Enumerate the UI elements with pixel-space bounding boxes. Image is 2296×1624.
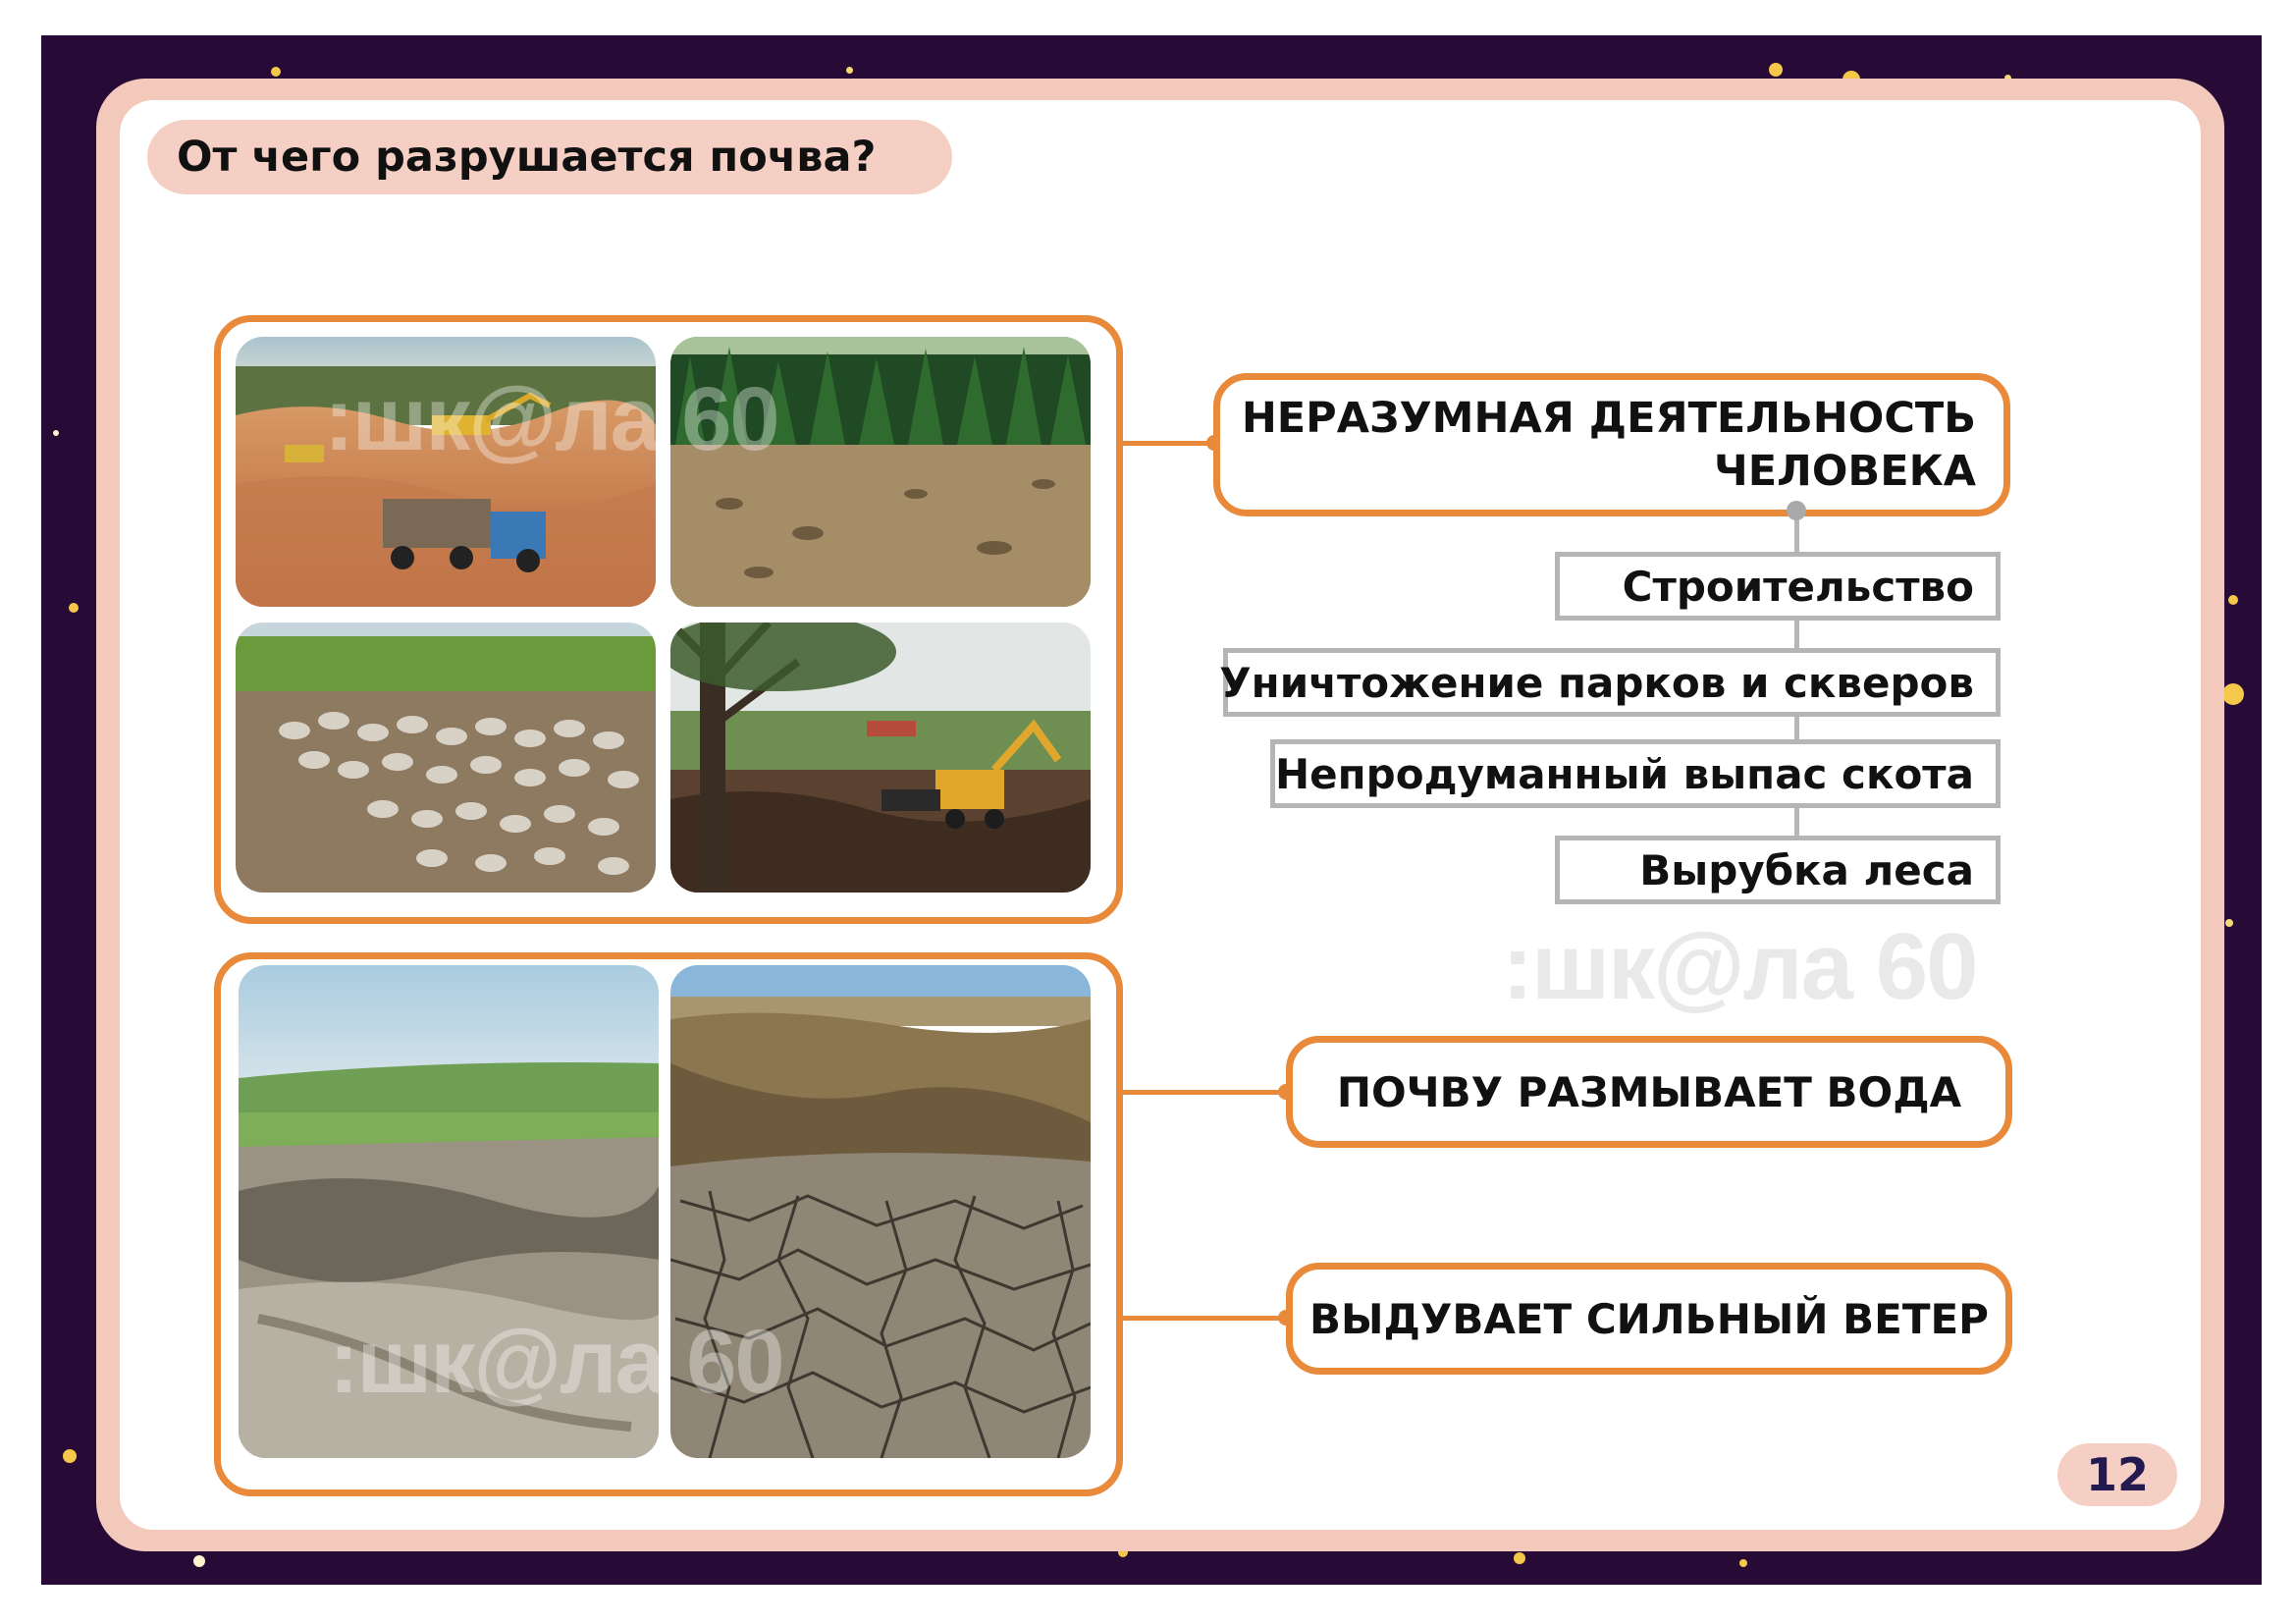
star-icon <box>1769 63 1783 77</box>
grazing-photo <box>236 623 656 893</box>
subitem-construction: Строительство <box>1555 552 2001 621</box>
star-icon <box>63 1449 77 1463</box>
star-icon <box>2222 683 2244 705</box>
subitem-parks-destruction: Уничтожение парков и скверов <box>1223 648 2001 717</box>
star-icon <box>846 67 853 74</box>
star-icon <box>1514 1552 1525 1564</box>
star-icon <box>1739 1559 1747 1567</box>
connector-human <box>1116 441 1214 446</box>
star-icon <box>69 603 79 613</box>
connector-wind <box>1116 1316 1288 1321</box>
star-icon <box>53 430 59 436</box>
watermark-photo-top: :шк@ла 60 <box>324 369 778 469</box>
connector-water <box>1116 1090 1288 1095</box>
subitem-deforestation: Вырубка леса <box>1555 836 2001 904</box>
watermark-logo: :шк@ла 60 <box>1502 914 1977 1019</box>
star-icon <box>271 67 281 77</box>
tree-node-dot <box>1787 501 1806 520</box>
cause-human-line1: НЕРАЗУМНАЯ ДЕЯТЕЛЬНОСТЬ <box>1241 394 1976 443</box>
star-icon <box>2228 595 2238 605</box>
cause-human-line2: ЧЕЛОВЕКА <box>1714 447 1976 496</box>
cause-water-erosion: ПОЧВУ РАЗМЫВАЕТ ВОДА <box>1286 1036 2012 1148</box>
subitem-grazing: Непродуманный выпас скота <box>1270 739 2001 808</box>
cause-human-activity <box>1213 373 2010 516</box>
slide-title: От чего разрушается почва? <box>177 133 877 182</box>
watermark-photo-bottom: :шк@ла 60 <box>329 1312 783 1412</box>
star-icon <box>2225 919 2233 927</box>
page-number: 12 <box>2085 1448 2149 1501</box>
park-destruction-photo <box>670 623 1091 893</box>
star-icon <box>193 1555 205 1567</box>
cause-wind-erosion: ВЫДУВАЕТ СИЛЬНЫЙ ВЕТЕР <box>1286 1263 2012 1375</box>
